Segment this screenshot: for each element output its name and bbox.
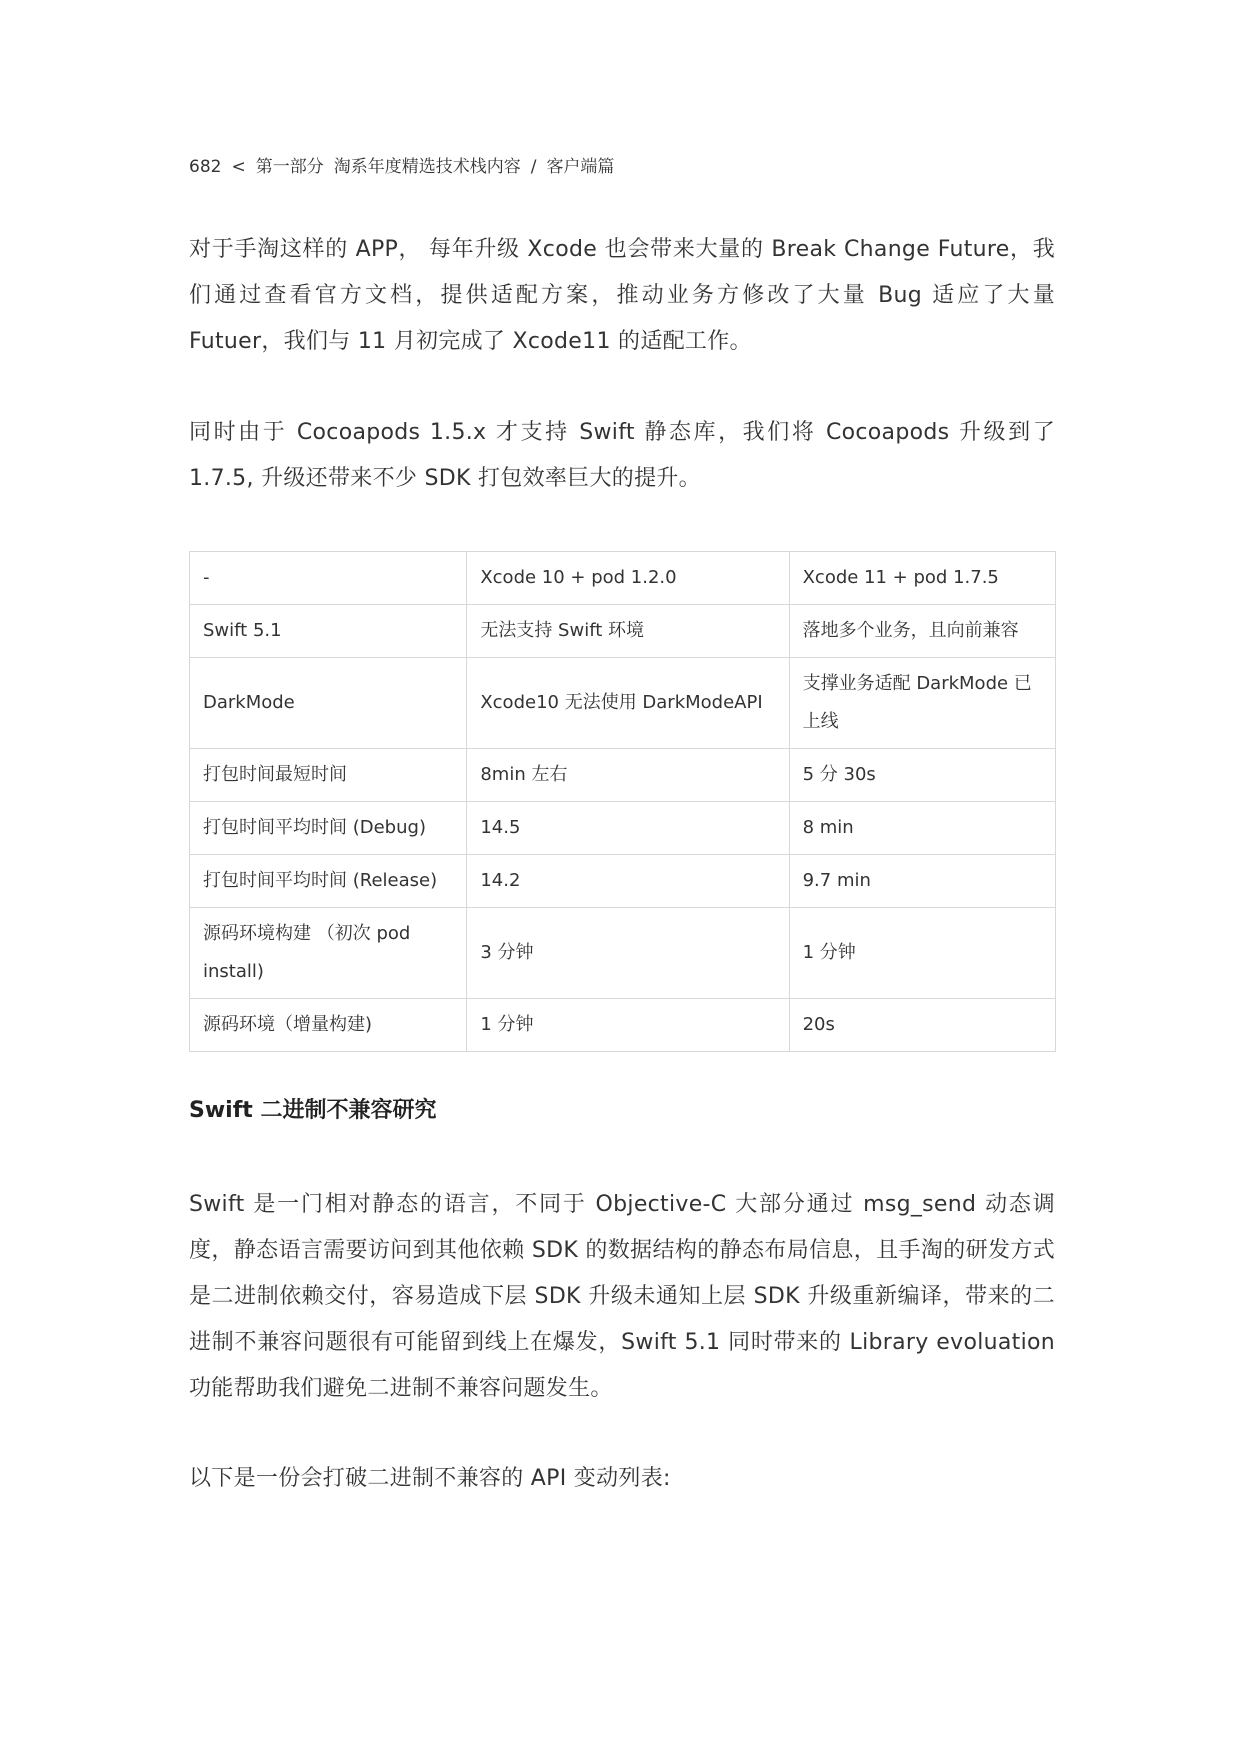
comparison-table — [189, 551, 1056, 1052]
table-cell: Xcode10 无法使用 DarkModeAPI — [467, 658, 789, 749]
table-cell: 5 分 30s — [789, 749, 1055, 802]
table-row — [190, 999, 1056, 1052]
paragraph-api-list-intro: 以下是一份会打破二进制不兼容的 API 变动列表: — [189, 1466, 671, 1491]
table-cell: 源码环境构建 （初次 pod install) — [190, 908, 467, 999]
table-cell: DarkMode — [190, 658, 467, 749]
table-row — [190, 908, 1056, 999]
table-row — [190, 802, 1056, 855]
running-header — [189, 152, 624, 177]
table-cell: 20s — [789, 999, 1055, 1052]
table-cell: - — [190, 552, 467, 605]
table-cell: 打包时间平均时间 (Debug) — [190, 802, 467, 855]
header-part: 第一部分 — [255, 157, 324, 177]
table-cell: 打包时间平均时间 (Release) — [190, 855, 467, 908]
table-row — [190, 749, 1056, 802]
header-slash: / — [530, 157, 537, 177]
header-section: 客户端篇 — [546, 157, 615, 177]
table-cell: 1 分钟 — [789, 908, 1055, 999]
table-cell: 8 min — [789, 802, 1055, 855]
section-heading: Swift 二进制不兼容研究 — [189, 1098, 437, 1123]
table-cell: Xcode 11 + pod 1.7.5 — [789, 552, 1055, 605]
table-cell: 14.2 — [467, 855, 789, 908]
table-cell: 8min 左右 — [467, 749, 789, 802]
paragraph-xcode-upgrade: 对于手淘这样的 APP， 每年升级 Xcode 也会带来大量的 Break Change Future，我们通过查看官方文档，提供适配方案，推动业务方修改了大量 Bug 适应了大量 Futuer，我们与 11 月初完成了 Xcode11 的适配工作。 — [189, 237, 1055, 354]
table-row — [190, 605, 1056, 658]
table-cell: 打包时间最短时间 — [190, 749, 467, 802]
table-cell: Xcode 10 + pod 1.2.0 — [467, 552, 789, 605]
header-book-title: 淘系年度精选技术栈内容 — [333, 157, 521, 177]
table-row — [190, 658, 1056, 749]
paragraph-binary-compat: Swift 是一门相对静态的语言，不同于 Objective-C 大部分通过 msg_send 动态调度，静态语言需要访问到其他依赖 SDK 的数据结构的静态布局信息，且手淘的研发方式是二进制依赖交付，容易造成下层 SDK 升级未通知上层 SDK 升级重新编译，带来的二进制不兼容问题很有可能留到线上在爆发，Swift 5.1 同时带来的 Library evoluation 功能帮助我们避免二进制不兼容问题发生。 — [189, 1192, 1055, 1401]
table-row — [190, 552, 1056, 605]
table-cell: 无法支持 Swift 环境 — [467, 605, 789, 658]
table-row — [190, 855, 1056, 908]
table-cell: 9.7 min — [789, 855, 1055, 908]
table-cell: Swift 5.1 — [190, 605, 467, 658]
table-cell: 支撑业务适配 DarkMode 已上线 — [789, 658, 1055, 749]
header-separator: < — [231, 157, 246, 177]
table-cell: 1 分钟 — [467, 999, 789, 1052]
paragraph-cocoapods-upgrade: 同时由于 Cocoapods 1.5.x 才支持 Swift 静态库，我们将 Cocoapods 升级到了 1.7.5, 升级还带来不少 SDK 打包效率巨大的提升。 — [189, 420, 1055, 491]
page-number: 682 — [189, 157, 222, 177]
table-cell: 源码环境（增量构建) — [190, 999, 467, 1052]
table-cell: 3 分钟 — [467, 908, 789, 999]
table-cell: 14.5 — [467, 802, 789, 855]
table-cell: 落地多个业务，且向前兼容 — [789, 605, 1055, 658]
